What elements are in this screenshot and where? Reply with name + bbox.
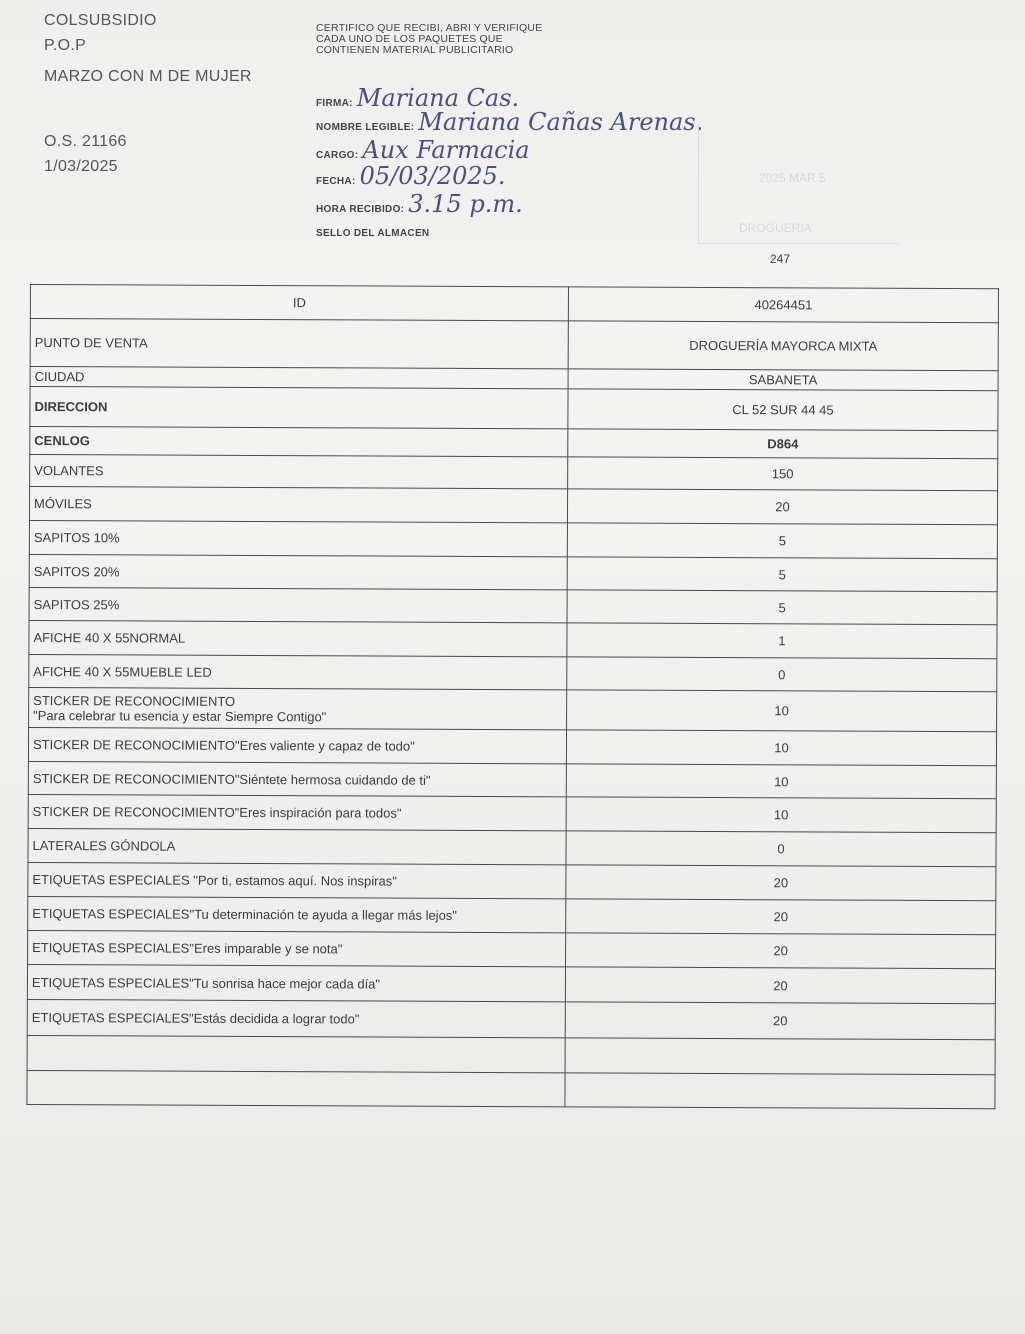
table-row [29,687,997,731]
table-row [28,862,996,900]
stamp-line-2: DROGUERIA [739,221,812,235]
pop-label: P.O.P [44,37,87,54]
table-cell-value: 20 [565,1002,995,1040]
table-cell-label: SAPITOS 20% [29,554,567,589]
sticker-subtitle: "Para celebrar tu esencia y estar Siempre Contigo" [33,707,327,724]
table-cell-label: STICKER DE RECONOCIMIENTO"Eres inspiración para todos" [28,794,566,830]
table-cell-value: 20 [566,933,996,969]
table-cell-value: 10 [566,797,996,833]
table-row [28,727,996,765]
table-cell-label: ETIQUETAS ESPECIALES "Por ti, estamos aquí. Nos inspiras" [28,862,566,898]
table-cell-value: 5 [567,590,997,625]
cargo-field [316,136,530,164]
table-cell-value: D864 [568,429,998,459]
table-cell-label: PUNTO DE VENTA [30,319,568,369]
table-cell-label: ETIQUETAS ESPECIALES"Tu determinación te ayuda a llegar más lejos" [28,896,566,932]
faded-stamp [698,125,899,244]
table-cell-label: VOLANTES [30,455,568,489]
table-cell-value: 20 [566,865,996,901]
table-row [28,930,996,968]
table-cell-label: AFICHE 40 X 55MUEBLE LED [29,654,567,689]
table-cell-label: STICKER DE RECONOCIMIENTO"Siéntete hermosa cuidando de ti" [28,761,566,796]
table-cell-label: AFICHE 40 X 55NORMAL [29,620,567,656]
hora-label: HORA RECIBIDO: [316,204,405,215]
table-row [27,1035,995,1074]
table-cell-value: 1 [567,623,997,659]
fecha-field [316,162,506,190]
table-cell-label [27,1035,565,1072]
table-cell-value: 20 [565,967,995,1004]
table-row [28,761,996,798]
table-row [30,285,998,323]
order-number: O.S. 21166 [44,133,127,150]
nombre-field [316,108,703,136]
table-row [29,487,997,525]
material-table [26,284,999,1109]
table-cell-value: 0 [567,657,997,692]
table-row [30,387,998,431]
certification-text: CERTIFICO QUE RECIBI, ABRI Y VERIFIQUE CADA UNO DE LOS PAQUETES QUE CONTIENEN MATERIAL PUBLICITARIO [316,22,543,56]
page-number: 247 [770,252,791,266]
table-cell-value: 5 [567,523,997,559]
table-cell-label: DIRECCION [30,387,568,429]
table-row [29,654,997,691]
table-cell-label: ETIQUETAS ESPECIALES"Tu sonrisa hace mejor cada día" [27,964,565,1001]
table-cell-value: 10 [567,690,997,732]
table-row [27,999,995,1039]
table-row [29,620,997,658]
table-row [27,1070,995,1108]
table-cell-label [27,1070,565,1106]
company-name: COLSUBSIDIO [44,12,157,29]
table-cell-value: SABANETA [568,369,998,391]
table-row [27,964,995,1003]
table-cell-label: MÓVILES [29,487,567,523]
order-date: 1/03/2025 [44,158,118,175]
cargo-value: Aux Farmacia [362,136,530,164]
nombre-value: Mariana Cañas Arenas. [418,108,704,136]
table-cell-value [565,1073,995,1109]
table-row [28,828,996,866]
table-row [29,520,997,558]
table-cell-label: ID [30,285,568,321]
table-cell-label: CIUDAD [30,367,568,389]
table-row [28,896,996,934]
table-cell-value: 40264451 [568,287,998,323]
table-cell-value: 20 [566,899,996,935]
table-cell-value: 20 [567,489,997,525]
campaign-name: MARZO CON M DE MUJER [44,68,252,85]
hora-field [316,190,523,218]
hora-value: 3.15 p.m. [408,190,523,218]
table-row [30,319,998,371]
sello-label: SELLO DEL ALMACEN [316,228,430,239]
stamp-line-1: 2025 MAR 5 [759,171,826,185]
table-cell-value: 10 [566,764,996,799]
table-cell-label: ETIQUETAS ESPECIALES"Eres imparable y se nota" [28,930,566,966]
table-cell-value [565,1038,995,1075]
nombre-label: NOMBRE LEGIBLE: [316,122,415,133]
table-row [30,427,998,459]
firma-label: FIRMA: [316,98,353,109]
table-cell-value: 10 [566,730,996,766]
table-cell-value: CL 52 SUR 44 45 [568,389,998,431]
table-cell-label: STICKER DE RECONOCIMIENTO"Eres valiente y capaz de todo" [28,727,566,763]
table-cell-label: SAPITOS 10% [29,520,567,556]
table-cell-label: ETIQUETAS ESPECIALES"Estás decidida a lograr todo" [27,999,565,1037]
fecha-value: 05/03/2025. [359,162,506,190]
sello-field [316,223,429,241]
fecha-label: FECHA: [316,176,356,187]
table-row [28,794,996,832]
table-cell-value: 150 [568,457,998,491]
sticker-title: STICKER DE RECONOCIMIENTO [33,692,236,709]
firma-signature: Mariana Cas. [356,84,520,112]
table-cell-label: CENLOG [30,427,568,457]
table-row [29,587,997,624]
table-row [30,455,998,491]
table-cell-label: LATERALES GÓNDOLA [28,828,566,864]
table-cell-value: 0 [566,831,996,867]
table-cell-value: 5 [567,557,997,592]
table-cell-value: DROGUERÍA MAYORCA MIXTA [568,321,998,371]
cargo-label: CARGO: [316,150,359,161]
table-cell-label [29,687,567,729]
table-cell-label: SAPITOS 25% [29,587,567,622]
table-row [29,554,997,591]
